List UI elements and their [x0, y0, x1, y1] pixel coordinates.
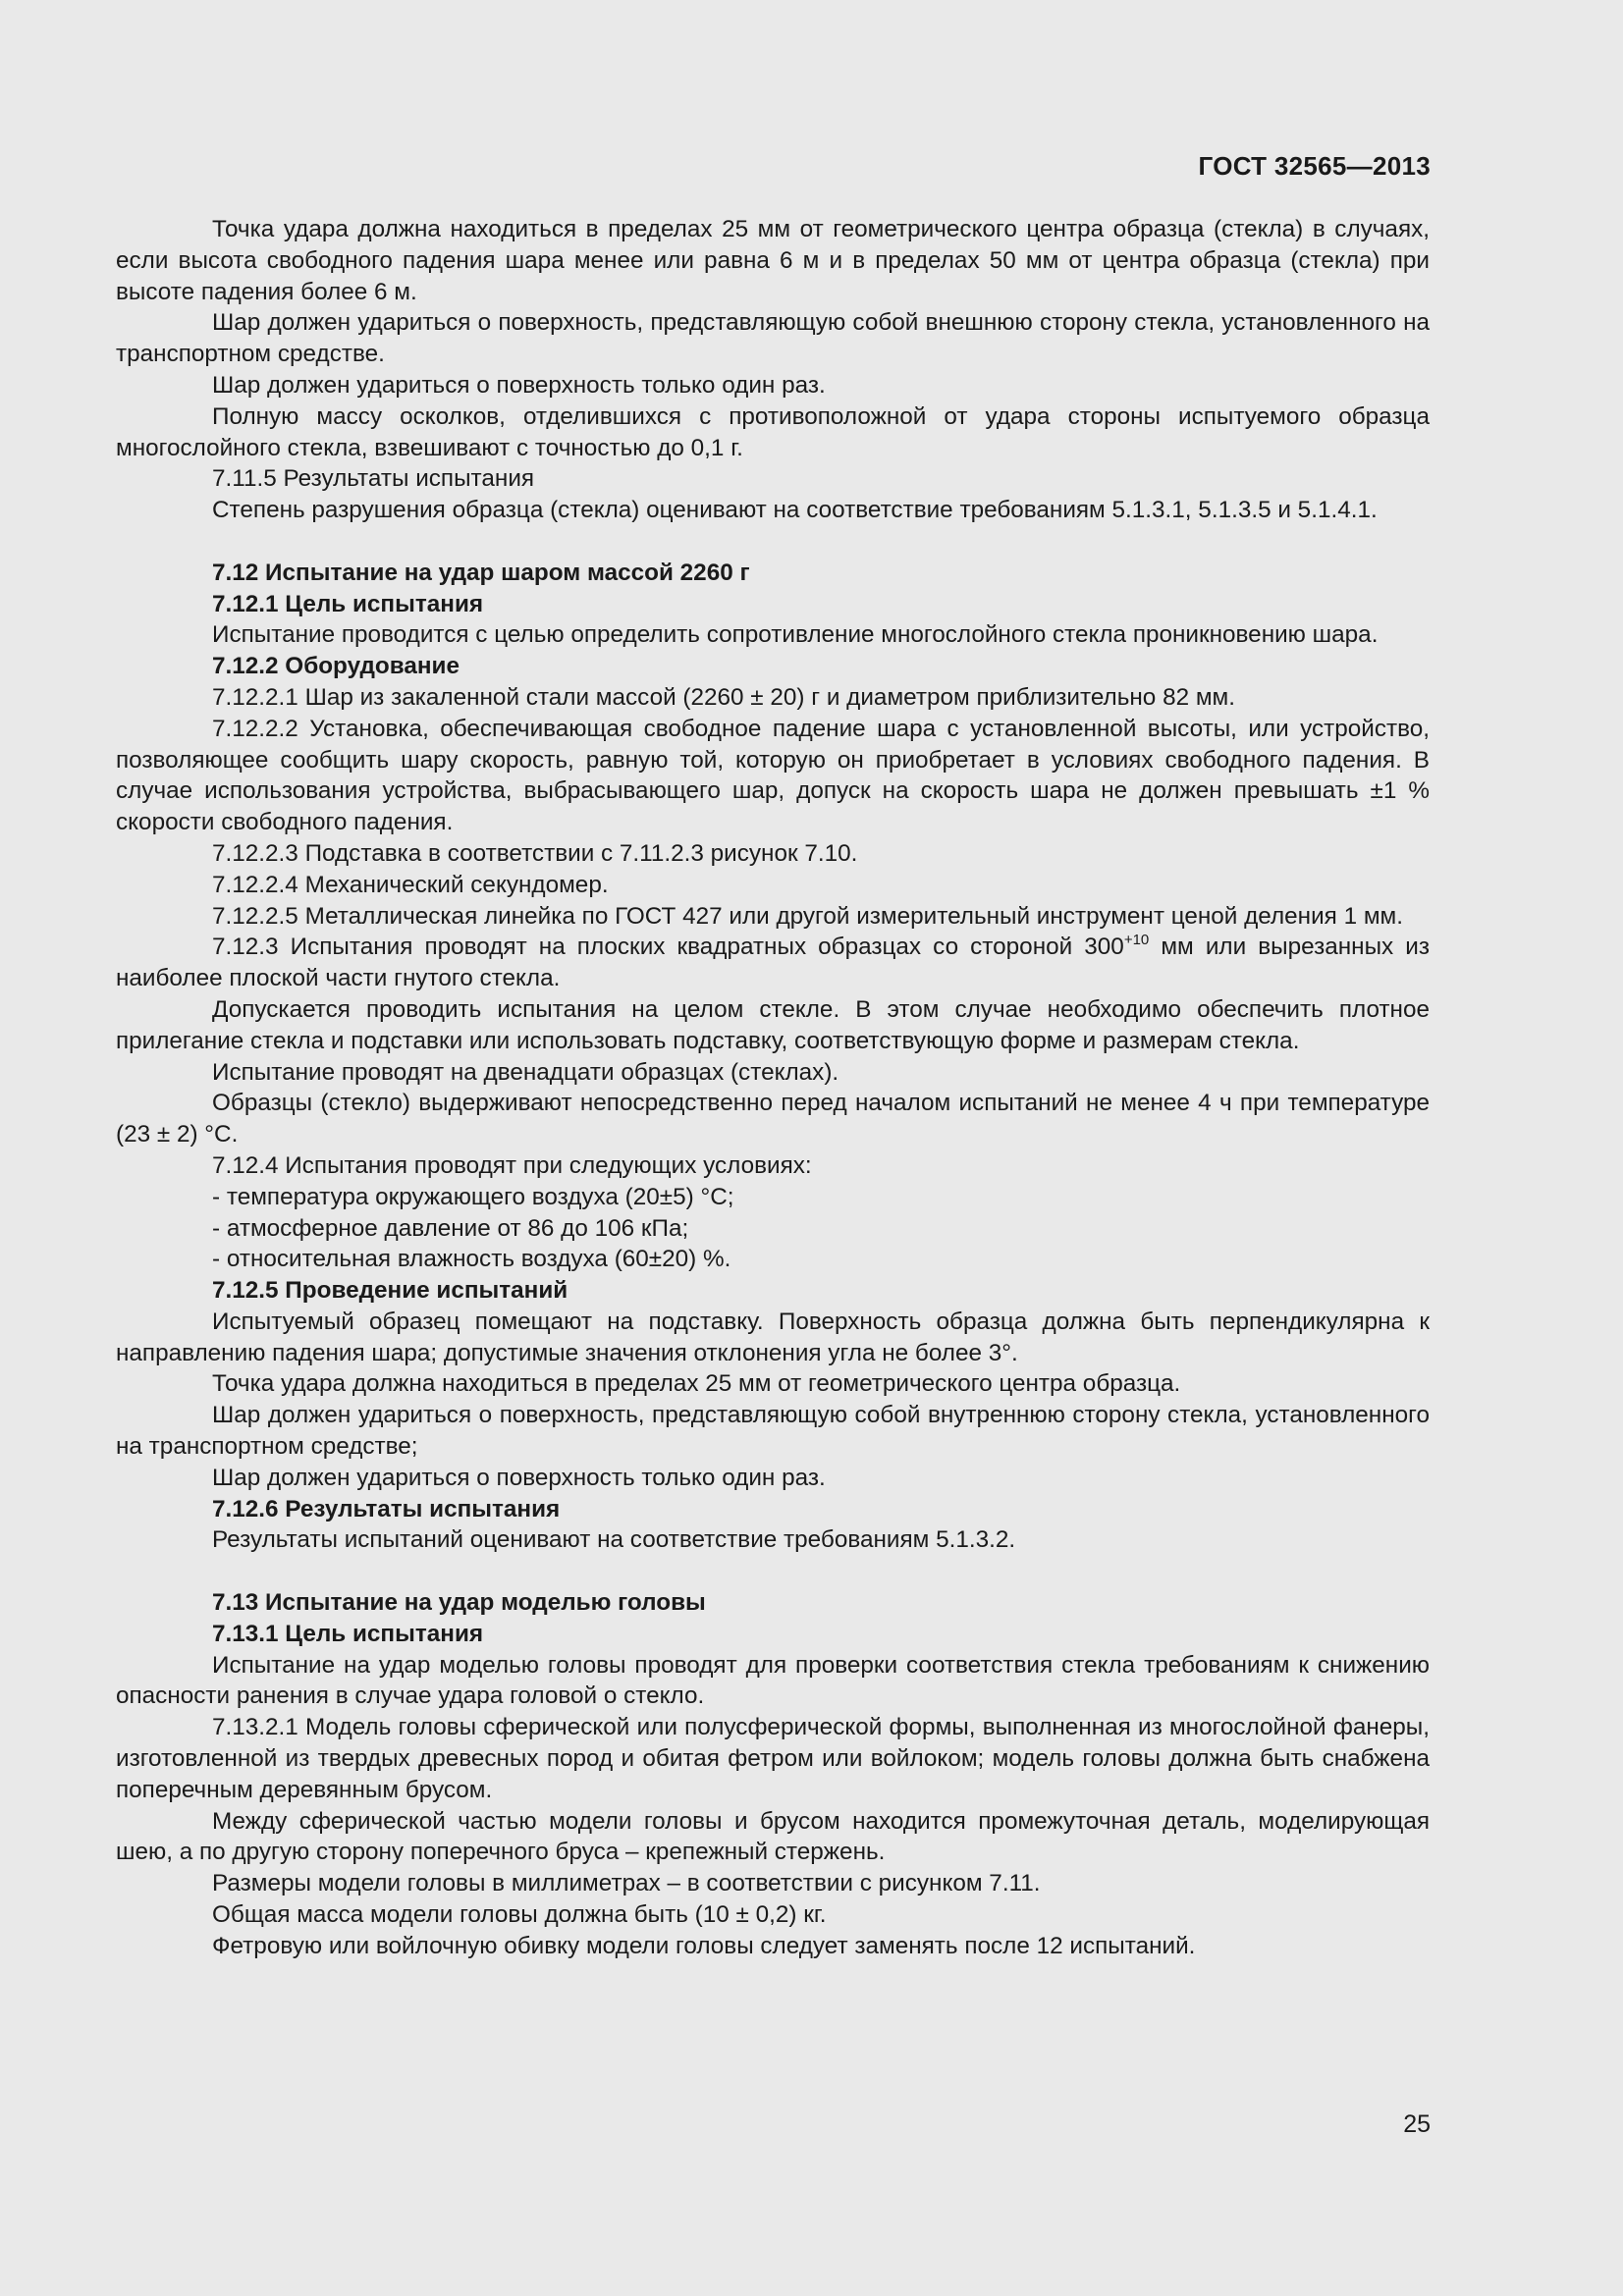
paragraph: 7.12.4 Испытания проводят при следующих условиях:: [212, 1151, 812, 1179]
paragraph: Точка удара должна находиться в пределах 25 мм от геометрического центра образца.: [212, 1370, 1181, 1398]
paragraph: Испытуемый образец помещают на подставку. Поверхность образца должна быть перпендикулярна к направлению падения шара; допустимые значения отклонения угла не более 3°.: [116, 1308, 1430, 1366]
page-number: 25: [1403, 2110, 1431, 2138]
superscript-tolerance: +10: [1123, 932, 1150, 949]
document-body: [116, 214, 1430, 1962]
paragraph-text: 7.12.3 Испытания проводят на плоских квадратных образцах со стороной 300: [212, 934, 1124, 961]
paragraph: Испытание на удар моделью головы проводят для проверки соответствия стекла требованиям к снижению опасности ранения в случае удара головой о стекло.: [116, 1651, 1430, 1710]
section-spacer: [116, 526, 1430, 558]
paragraph: 7.12.2.2 Установка, обеспечивающая свободное падение шара с установленной высоты, или устройство, позволяющее сообщить шару скорость, равную той, которую он приобретает в условиях свободного падения. В случае использования устройства, выбрасывающего шар, допуск на скорость шара не должен превышать ±1 % скорости свободного падения.: [116, 715, 1430, 836]
section-heading: 7.13.1 Цель испытания: [212, 1620, 484, 1647]
section-heading: 7.12.5 Проведение испытаний: [212, 1277, 568, 1305]
section-heading: 7.12.6 Результаты испытания: [212, 1495, 561, 1522]
paragraph: Шар должен удариться о поверхность только один раз.: [212, 1464, 826, 1491]
paragraph: Между сферической частью модели головы и брусом находится промежуточная деталь, моделирующая шею, а по другую сторону поперечного бруса – крепежный стержень.: [116, 1807, 1430, 1866]
section-heading: 7.12.1 Цель испытания: [212, 590, 484, 617]
section-heading: 7.12 Испытание на удар шаром массой 2260 г: [212, 559, 750, 586]
paragraph: Степень разрушения образца (стекла) оценивают на соответствие требованиям 5.1.3.1, 5.1.3.5 и 5.1.4.1.: [212, 497, 1378, 524]
paragraph: - температура окружающего воздуха (20±5) °С;: [212, 1183, 734, 1210]
paragraph: Образцы (стекло) выдерживают непосредственно перед началом испытаний не менее 4 ч при температуре (23 ± 2) °С.: [116, 1090, 1430, 1148]
paragraph: Общая масса модели головы должна быть (10 ± 0,2) кг.: [212, 1901, 827, 1929]
section-heading: 7.12.2 Оборудование: [212, 653, 460, 680]
paragraph: Шар должен удариться о поверхность, представляющую собой внешнюю сторону стекла, установленного на транспортном средстве.: [116, 309, 1430, 368]
paragraph: Допускается проводить испытания на целом стекле. В этом случае необходимо обеспечить плотное прилегание стекла и подставки или использовать подставку, соответствующую форме и размерам стекла.: [116, 995, 1430, 1054]
paragraph: 7.12.2.1 Шар из закаленной стали массой (2260 ± 20) г и диаметром приблизительно 82 мм.: [212, 683, 1236, 711]
document-header: ГОСТ 32565—2013: [1198, 151, 1431, 181]
paragraph: Размеры модели головы в миллиметрах – в соответствии с рисунком 7.11.: [212, 1870, 1041, 1897]
paragraph: 7.12.2.5 Металлическая линейка по ГОСТ 427 или другой измерительный инструмент ценой деления 1 мм.: [212, 902, 1404, 930]
paragraph: Точка удара должна находиться в пределах 25 мм от геометрического центра образца (стекла) в случаях, если высота свободного падения шара менее или равна 6 м и в пределах 50 мм от центра образца (стекла) при высоте падения более 6 м.: [116, 216, 1430, 305]
paragraph: Испытание проводится с целью определить сопротивление многослойного стекла проникновению шара.: [212, 621, 1379, 649]
paragraph: Результаты испытаний оценивают на соответствие требованиям 5.1.3.2.: [212, 1526, 1016, 1554]
section-spacer: [116, 1556, 1430, 1587]
paragraph: - относительная влажность воздуха (60±20) %.: [212, 1246, 731, 1273]
section-heading: 7.13 Испытание на удар моделью головы: [212, 1589, 706, 1617]
paragraph-text: мм или вырезанных из наиболее плоской части гнутого стекла.: [116, 934, 1430, 992]
paragraph: 7.13.2.1 Модель головы сферической или полусферической формы, выполненная из многослойной фанеры, изготовленной из твердых древесных пород и обитая фетром или войлоком; модель головы должна быть снабжена поперечным деревянным брусом.: [116, 1714, 1430, 1803]
paragraph: Полную массу осколков, отделившихся с противоположной от удара стороны испытуемого образца многослойного стекла, взвешивают с точностью до 0,1 г.: [116, 402, 1430, 461]
paragraph: Фетровую или войлочную обивку модели головы следует заменять после 12 испытаний.: [212, 1932, 1196, 1959]
paragraph: [116, 932, 1430, 994]
paragraph: Шар должен удариться о поверхность только один раз.: [212, 371, 826, 399]
paragraph: 7.12.2.4 Механический секундомер.: [212, 871, 609, 898]
paragraph: Шар должен удариться о поверхность, представляющую собой внутреннюю сторону стекла, установленного на транспортном средстве;: [116, 1402, 1430, 1461]
paragraph: Испытание проводят на двенадцати образцах (стеклах).: [212, 1058, 839, 1086]
paragraph: 7.12.2.3 Подставка в соответствии с 7.11.2.3 рисунок 7.10.: [212, 839, 858, 867]
paragraph: - атмосферное давление от 86 до 106 кПа;: [212, 1214, 689, 1242]
paragraph: 7.11.5 Результаты испытания: [212, 465, 535, 493]
